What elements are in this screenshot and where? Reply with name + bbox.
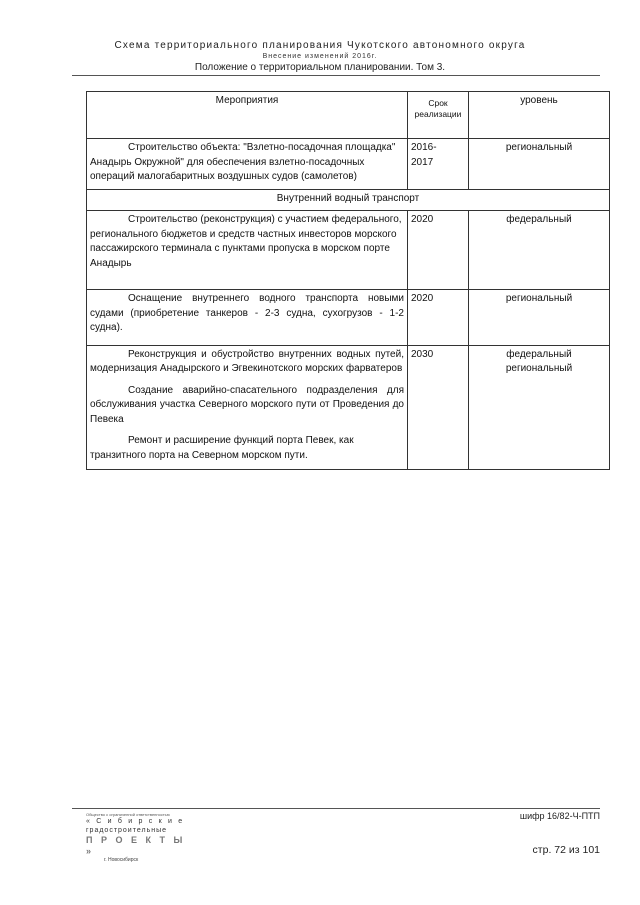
measure-text: Реконструкция и обустройство внутренних водных путей, модернизация Анадырского и Эгвекинотского морских фарватеров bbox=[90, 348, 404, 374]
header-level: уровень bbox=[469, 92, 610, 139]
logo-line-siberian: « С и б и р с к и е bbox=[86, 818, 185, 825]
measure-cell bbox=[87, 345, 408, 470]
measure-text: Ремонт и расширение функций порта Певек, как транзитного порта на Северном морском пути. bbox=[90, 435, 354, 461]
level-cell: федеральный bbox=[469, 211, 610, 290]
section-title: Внутренний водный транспорт bbox=[87, 189, 610, 211]
table-row bbox=[87, 345, 610, 470]
header-measures: Мероприятия bbox=[87, 92, 408, 139]
logo-line-projects: П Р О Е К Т Ы » bbox=[86, 835, 186, 856]
document-volume: Положение о территориальном планировании. Том 3. bbox=[194, 62, 446, 73]
measure-cell bbox=[87, 211, 408, 290]
company-logo bbox=[86, 812, 196, 864]
level-cell: региональный bbox=[469, 290, 610, 346]
logo-line-urban: градостроительные bbox=[86, 827, 168, 834]
logo-city: г. Новосибирск bbox=[104, 857, 139, 863]
level-cell: федеральный региональный bbox=[469, 345, 610, 470]
term-cell: 2016- 2017 bbox=[408, 139, 469, 190]
term-cell: 2030 bbox=[408, 345, 469, 470]
measure-cell bbox=[87, 139, 408, 190]
logo-org-type: Общество с ограниченной ответственностью bbox=[86, 812, 170, 817]
header-rule bbox=[72, 75, 600, 76]
measures-table bbox=[86, 91, 610, 470]
measure-cell bbox=[87, 290, 408, 346]
table-header-row bbox=[87, 92, 610, 139]
header-term: Срок реализации bbox=[408, 92, 469, 139]
document-subtitle: Внесение изменений 2016г. bbox=[262, 53, 378, 60]
document-title: Схема территориального планирования Чукотского автономного округа bbox=[114, 40, 526, 51]
measure-text: Строительство объекта: "Взлетно-посадочная площадка" Анадырь Окружной" для обеспечения взлетно-посадочных операций малогабаритных воздушных судов (самолетов) bbox=[90, 142, 396, 182]
level-cell: региональный bbox=[469, 139, 610, 190]
section-row bbox=[87, 189, 610, 211]
measure-text: Создание аварийно-спасательного подразделения для обслуживания участка Северного морского пути от Проведения до Певека bbox=[90, 384, 404, 425]
table-row bbox=[87, 290, 610, 346]
term-cell: 2020 bbox=[408, 211, 469, 290]
measure-text: Строительство (реконструкция) с участием федерального, регионального бюджетов и средств частных инвесторов морского пассажирского терминала с пунктами пропуска в морском порте Анадырь bbox=[90, 214, 402, 269]
document-cipher: шифр 16/82-Ч-ПТП bbox=[519, 811, 600, 821]
measure-text: Оснащение внутреннего водного транспорта новыми судами (приобретение танкеров - 2-3 судна, сухогрузов - 1-2 судна). bbox=[90, 293, 404, 333]
table-row bbox=[87, 211, 610, 290]
table-row bbox=[87, 139, 610, 190]
page-number: стр. 72 из 101 bbox=[532, 844, 600, 856]
term-cell: 2020 bbox=[408, 290, 469, 346]
footer-rule bbox=[72, 808, 600, 809]
